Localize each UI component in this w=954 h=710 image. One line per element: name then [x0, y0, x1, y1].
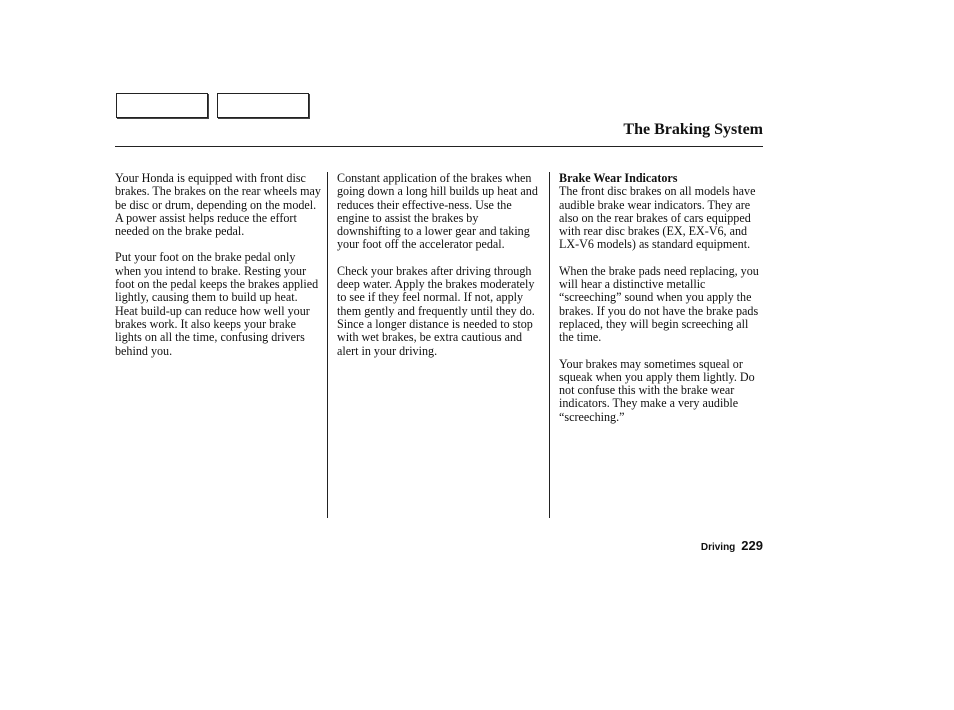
nav-tab-button-1[interactable]: [116, 93, 208, 118]
paragraph: Constant application of the brakes when going down a long hill builds up heat and reduces their effective-ness. Use the engine to assist the brakes by downshifting to a lower gear and taking your foot off the accelerator pedal.: [337, 171, 538, 252]
text-column-3: [559, 172, 765, 437]
page-number: 229: [741, 538, 763, 553]
nav-tab-button-2[interactable]: [217, 93, 309, 118]
column-divider: [327, 172, 328, 518]
page-footer: [701, 537, 763, 555]
paragraph: The front disc brakes on all models have audible brake wear indicators. They are also on the rear brakes of cars equipped with rear disc brakes (EX, EX-V6, and LX-V6 models) as standard equipment.: [559, 184, 756, 252]
text-column-2: [337, 172, 543, 371]
section-heading: Brake Wear Indicators: [559, 171, 678, 185]
text-column-1: [115, 172, 321, 371]
paragraph: Check your brakes after driving through deep water. Apply the brakes moderately to see if they feel normal. If not, apply them gently and frequently until they do. Since a longer distance is needed to stop with wet brakes, be extra cautious and alert in your driving.: [337, 263, 535, 358]
page-title: The Braking System: [623, 121, 763, 138]
paragraph: Put your foot on the brake pedal only when you intend to brake. Resting your foot on the pedal keeps the brakes applied lightly, causing them to build up heat. Heat build-up can reduce how well your brakes work. It also keeps your brake lights on all the time, confusing drivers behind you.: [115, 250, 319, 358]
title-divider: [115, 146, 763, 147]
paragraph: Your Honda is equipped with front disc brakes. The brakes on the rear wheels may be disc or drum, depending on the model. A power assist helps reduce the effort needed on the brake pedal.: [115, 171, 321, 239]
paragraph: When the brake pads need replacing, you will hear a distinctive metallic “screeching” sound when you apply the brakes. If you do not have the brake pads replaced, they will begin screeching all the time.: [559, 263, 759, 345]
column-divider: [549, 172, 550, 518]
footer-section-label: Driving: [700, 542, 736, 553]
paragraph: Your brakes may sometimes squeal or squeak when you apply them lightly. Do not confuse this with the brake wear indicators. They make a very audible “screeching.”: [559, 356, 755, 424]
